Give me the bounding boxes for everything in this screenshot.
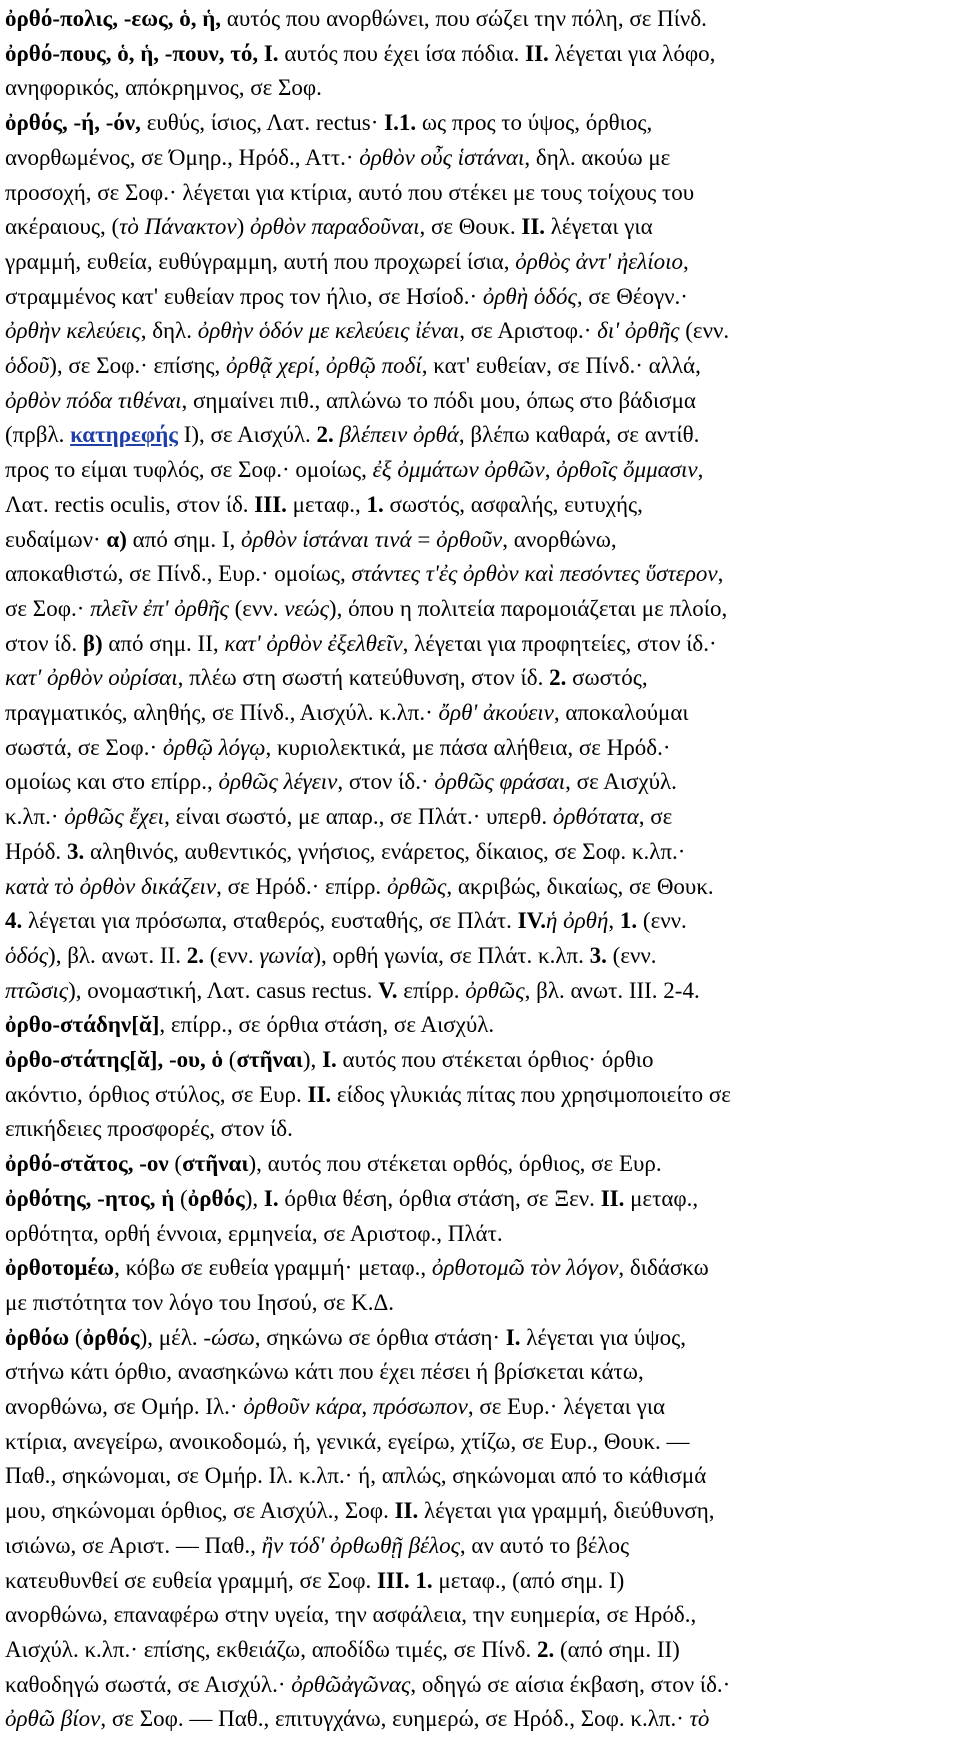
greek-quote: ὁδοῦ bbox=[5, 353, 50, 378]
greek-quote: τὸ bbox=[689, 1706, 710, 1732]
gloss-text: Αισχύλ. κ.λπ.· επίσης, εκθειάζω, αποδίδω τιμές, σε Πίνδ. bbox=[5, 1636, 537, 1662]
greek-quote: ὀρθῶς ἔχει bbox=[64, 804, 165, 830]
gloss-text: , σε Θουκ. bbox=[419, 214, 522, 240]
headword: 2. bbox=[316, 422, 334, 448]
entry-line bbox=[5, 455, 703, 485]
greek-quote: ὀρθὸς ἀντ' ἠελίοιο bbox=[515, 248, 684, 274]
headword: ὀρθο-στάδην[ᾰ] bbox=[5, 1012, 160, 1038]
entry-line bbox=[5, 351, 701, 381]
gloss-text: , σε Αισχύλ. bbox=[565, 769, 677, 795]
gloss-text: , σε Σοφ. — Παθ., επιτυγχάνω, ευημερώ, σε Ηρόδ., Σοφ. κ.λπ.· bbox=[100, 1706, 690, 1732]
greek-quote: δι' ὀρθῆς bbox=[597, 318, 680, 344]
gloss-text: ), bbox=[244, 1185, 264, 1211]
headword: ὀρθός bbox=[82, 1324, 140, 1350]
gloss-text: Ηρόδ. bbox=[5, 838, 67, 864]
gloss-text: μεταφ., bbox=[624, 1185, 699, 1211]
greek-quote: κατὰ τὸ ὀρθὸν δικάζειν bbox=[5, 873, 217, 899]
headword: 2. bbox=[186, 942, 204, 968]
greek-quote: ὀρθᾷ χερί bbox=[226, 353, 315, 378]
entry-line bbox=[5, 525, 617, 555]
gloss-text: ευδαίμων· bbox=[5, 526, 107, 552]
gloss-text: , bbox=[608, 908, 620, 934]
headword: β) bbox=[82, 630, 103, 656]
gloss-text: (ενν. bbox=[203, 942, 260, 968]
headword: I.1. bbox=[384, 110, 417, 136]
gloss-text: πραγματικός, αληθής, σε Πίνδ., Αισχύλ. κ.λπ.· bbox=[5, 700, 439, 725]
gloss-text: είδος γλυκιάς πίτας που χρησιμοποιείτο σε bbox=[331, 1081, 731, 1107]
greek-quote: ὄρθ' ἀκούειν bbox=[438, 700, 554, 725]
entry-line bbox=[5, 767, 677, 797]
gloss-text: , ακριβώς, δικαίως, σε Θουκ. bbox=[446, 873, 714, 899]
gloss-text: , σημαίνει πιθ., απλώνω το πόδι μου, όπως στο βάδισμα bbox=[181, 387, 696, 413]
gloss-text: , διδάσκω bbox=[618, 1255, 709, 1281]
headword: I. bbox=[263, 1185, 279, 1211]
headword: α) bbox=[106, 526, 127, 552]
greek-quote: κατ' ὀρθὸν οὐρίσαι bbox=[5, 665, 178, 691]
headword: 3. bbox=[589, 942, 607, 968]
entry-line bbox=[5, 1670, 730, 1700]
gloss-text: , σε Ηρόδ.· επίρρ. bbox=[216, 873, 387, 899]
greek-quote: ὀρθῶς bbox=[386, 873, 447, 899]
entry-line bbox=[5, 629, 717, 659]
gloss-text: , κυριολεκτικά, με πάσα αλήθεια, σε Ηρόδ.· bbox=[265, 734, 671, 760]
gloss-text: ως προς το ύψος, όρθιος, bbox=[416, 110, 653, 136]
headword: II. bbox=[525, 40, 549, 66]
gloss-text: ( bbox=[168, 1151, 183, 1177]
gloss-text: , πλέω στη σωστή κατεύθυνση, στον ίδ. bbox=[177, 665, 550, 691]
entry-line bbox=[5, 1080, 731, 1110]
entry-line bbox=[5, 976, 700, 1006]
entry-line bbox=[5, 1149, 662, 1179]
entry-line bbox=[5, 212, 653, 242]
gloss-text: ανηφορικός, απόκρημνος, σε Σοφ. bbox=[5, 75, 322, 101]
gloss-text: ομοίως και στο επίρρ., bbox=[5, 769, 219, 795]
entry-line bbox=[5, 698, 689, 728]
entry-line bbox=[5, 282, 688, 312]
entry-line bbox=[5, 1045, 653, 1075]
headword: V. bbox=[378, 977, 398, 1003]
entry-line bbox=[5, 1531, 629, 1561]
entry-line bbox=[5, 1184, 698, 1214]
gloss-text: στήνω κάτι όρθιο, ανασηκώνω κάτι που έχει πέσει ή βρίσκεται κάτω, bbox=[5, 1359, 644, 1385]
gloss-text: (ενν. bbox=[228, 595, 285, 621]
greek-quote: ὀρθὸν ἱστάναι τινά bbox=[241, 526, 412, 552]
headword: ὀρθός, -ή, -όν, bbox=[5, 110, 141, 136]
headword: II. bbox=[600, 1185, 625, 1211]
cross-reference-link[interactable]: κατηρεφής bbox=[70, 422, 178, 448]
entry-line bbox=[5, 1357, 644, 1387]
entry-line bbox=[5, 1704, 709, 1734]
gloss-text: επίρρ. bbox=[397, 977, 466, 1003]
greek-quote: γωνία bbox=[259, 942, 314, 968]
gloss-text: ακόντιο, όρθιος στύλος, σε Ευρ. bbox=[5, 1081, 308, 1107]
gloss-text: όρθια θέση, όρθια στάση, σε Ξεν. bbox=[278, 1185, 601, 1211]
entry-line bbox=[5, 1461, 706, 1491]
gloss-text: I), σε Αισχύλ. bbox=[177, 422, 317, 448]
entry-line bbox=[5, 906, 687, 936]
gloss-text: σωστός, ασφαλής, ευτυχής, bbox=[383, 491, 643, 517]
gloss-text: , σηκώνω σε όρθια στάση· bbox=[254, 1324, 506, 1350]
gloss-text: ), bbox=[302, 1047, 323, 1072]
entry-line bbox=[5, 837, 685, 867]
gloss-text: ), σε Σοφ.· επίσης, bbox=[49, 353, 227, 378]
entry-line bbox=[5, 1219, 503, 1249]
greek-quote: ὀρθῶς λέγειν bbox=[218, 769, 338, 795]
entry-line bbox=[5, 39, 715, 69]
gloss-text: μεταφ., bbox=[286, 491, 367, 517]
entry-line bbox=[5, 247, 689, 277]
gloss-text: , είναι σωστό, με απαρ., σε Πλάτ.· υπερθ. bbox=[164, 804, 553, 830]
greek-quote: ὀρθὴν ὁδόν με κελεύεις ἰέναι bbox=[197, 318, 460, 344]
entry-line bbox=[5, 1635, 680, 1665]
headword: ὀρθόω bbox=[5, 1324, 70, 1350]
gloss-text: καθοδηγώ σωστά, σε Αισχύλ.· bbox=[5, 1671, 292, 1697]
gloss-text: ), ορθή γωνία, σε Πλάτ. κ.λπ. bbox=[313, 942, 590, 968]
gloss-text: , σε Ευρ.· λέγεται για bbox=[467, 1394, 666, 1419]
entry-line bbox=[5, 108, 652, 138]
entry-line bbox=[5, 559, 723, 589]
gloss-text: σωστός, bbox=[566, 665, 648, 691]
entry-line bbox=[5, 143, 670, 173]
gloss-text: = bbox=[411, 526, 437, 552]
entry-line bbox=[5, 4, 707, 34]
entry-line bbox=[5, 420, 699, 450]
greek-quote: ὀρθὴν κελεύεις bbox=[5, 318, 141, 344]
headword: 1. bbox=[619, 908, 638, 934]
greek-quote: βλέπειν ὀρθά bbox=[339, 422, 459, 448]
gloss-text: (ενν. bbox=[606, 942, 657, 968]
entry-line bbox=[5, 594, 727, 624]
gloss-text: ( bbox=[223, 1047, 237, 1072]
greek-quote: ὀρθότατα bbox=[552, 804, 639, 830]
gloss-text: κ.λπ.· bbox=[5, 804, 65, 830]
gloss-text: ( bbox=[174, 1185, 188, 1211]
headword: 4. bbox=[5, 908, 23, 934]
greek-quote: ὀρθῷ λόγῳ bbox=[162, 734, 266, 760]
gloss-text: αληθινός, αυθεντικός, γνήσιος, ενάρετος, δίκαιος, σε Σοφ. κ.λπ.· bbox=[84, 838, 686, 864]
greek-quote: ὀρθοῖς ὄμμασιν bbox=[556, 457, 698, 483]
gloss-text: , bbox=[544, 457, 557, 483]
gloss-text: , αποκαλούμαι bbox=[553, 700, 689, 725]
gloss-text: , οδηγώ σε αίσια έκβαση, στον ίδ.· bbox=[410, 1671, 731, 1697]
headword: ὀρθο-στάτης[ᾰ], -ου, ὁ bbox=[5, 1047, 224, 1072]
greek-quote: ὀρθῶς φράσαι bbox=[434, 769, 566, 795]
gloss-text: , bbox=[697, 457, 704, 483]
gloss-text: ), όπου η πολιτεία παρομοιάζεται με πλοίο, bbox=[328, 595, 728, 621]
gloss-text: ), αυτός που στέκεται ορθός, όρθιος, σε Ευρ. bbox=[248, 1151, 662, 1177]
greek-quote: ὁδός bbox=[5, 942, 49, 968]
greek-quote: ἐξ ὀμμάτων ὀρθῶν bbox=[372, 457, 545, 483]
headword: III. bbox=[254, 491, 287, 517]
greek-quote: ὀρθὸν παραδοῦναι bbox=[250, 214, 420, 240]
gloss-text: , αν αυτό το βέλος bbox=[459, 1532, 630, 1558]
gloss-text: λέγεται για λόφο, bbox=[548, 40, 716, 66]
gloss-text: ), ονομαστική, Λατ. casus rectus. bbox=[68, 977, 379, 1003]
entry-line bbox=[5, 1496, 715, 1526]
gloss-text: , bbox=[314, 353, 326, 378]
entry-line bbox=[5, 73, 322, 103]
headword: 2. bbox=[536, 1636, 555, 1662]
entry-line bbox=[5, 1392, 665, 1422]
entry-line bbox=[5, 1288, 394, 1318]
greek-quote: ἡ ὀρθή bbox=[545, 908, 609, 934]
gloss-text: αυτός που ανορθώνει, που σώζει την πόλη, σε Πίνδ. bbox=[221, 6, 707, 31]
gloss-text: , bbox=[683, 248, 689, 274]
headword: στῆναι bbox=[236, 1047, 303, 1072]
gloss-text: , βλέπω καθαρά, σε αντίθ. bbox=[458, 422, 700, 448]
entry-line bbox=[5, 386, 696, 416]
greek-quote: ὀρθῶς bbox=[465, 977, 525, 1003]
gloss-text: αποκαθιστώ, σε Πίνδ., Ευρ.· ομοίως, bbox=[5, 561, 352, 587]
gloss-text: από σημ. I, bbox=[126, 526, 241, 552]
greek-quote: ὀρθοῦν bbox=[436, 526, 503, 552]
gloss-text: , σε Θέογν.· bbox=[576, 283, 688, 309]
headword: ὀρθό-πους, ὁ, ἡ, -πουν, τό, I. bbox=[5, 40, 279, 66]
gloss-text: ανορθωμένος, σε Όμηρ., Ηρόδ., Αττ.· bbox=[5, 144, 360, 170]
gloss-text: αυτός που έχει ίσα πόδια. bbox=[278, 40, 526, 66]
entry-line bbox=[5, 1010, 494, 1040]
entry-line bbox=[5, 1600, 696, 1630]
entry-line bbox=[5, 490, 643, 520]
gloss-text: ορθότητα, ορθή έννοια, ερμηνεία, σε Αριστοφ., Πλάτ. bbox=[5, 1220, 503, 1246]
gloss-text: ), μέλ. bbox=[139, 1324, 204, 1350]
gloss-text: , δηλ. ακούω με bbox=[524, 144, 671, 170]
headword: ὀρθό-πολις, -εως, ὁ, ἡ, bbox=[5, 6, 222, 31]
gloss-text: , κατ' ευθείαν, σε Πίνδ.· αλλά, bbox=[421, 353, 701, 378]
gloss-text: κτίρια, ανεγείρω, ανοικοδομώ, ή, γενικά, εγείρω, χτίζω, σε Ευρ., Θουκ. — bbox=[5, 1428, 690, 1454]
greek-quote: κατ' ὀρθὸν ἐξελθεῖν bbox=[224, 630, 403, 656]
headword: ὀρθός bbox=[187, 1185, 245, 1211]
gloss-text: επικήδειες προσφορές, στον ίδ. bbox=[5, 1116, 293, 1142]
gloss-text: μεταφ., (από σημ. I) bbox=[432, 1567, 625, 1593]
greek-quote: ὀρθοτομῶ τὸν λόγον bbox=[431, 1255, 619, 1281]
entry-line bbox=[5, 1253, 709, 1283]
entry-line bbox=[5, 872, 714, 902]
entry-line bbox=[5, 178, 694, 208]
gloss-text: ευθύς, ίσιος, Λατ. rectus· bbox=[140, 110, 385, 136]
gloss-text: (ενν. bbox=[679, 318, 730, 344]
headword: II. bbox=[521, 214, 546, 240]
gloss-text: ( bbox=[69, 1324, 83, 1350]
gloss-text: λέγεται για ύψος, bbox=[520, 1324, 686, 1350]
gloss-text: ισιώνω, σε Αριστ. — Παθ., bbox=[5, 1532, 262, 1558]
entry-line bbox=[5, 1566, 624, 1596]
entry-line bbox=[5, 316, 729, 346]
gloss-text: , επίρρ., σε όρθια στάση, σε Αισχύλ. bbox=[159, 1012, 495, 1038]
headword: I. bbox=[322, 1047, 337, 1072]
greek-quote: ἢν τόδ' ὀρθωθῇ βέλος bbox=[261, 1532, 460, 1558]
gloss-text: ακέραιους, ( bbox=[5, 214, 120, 240]
headword: III. 1. bbox=[377, 1567, 433, 1593]
greek-quote: πλεῖν ἐπ' ὀρθῆς bbox=[90, 595, 229, 621]
headword: στῆναι bbox=[182, 1151, 249, 1177]
gloss-text: ), βλ. ανωτ. II. bbox=[48, 942, 187, 968]
greek-quote: ὀρθῷ ποδί bbox=[325, 353, 422, 378]
gloss-text: ) bbox=[236, 214, 251, 240]
gloss-text: λέγεται για γραμμή, διεύθυνση, bbox=[418, 1498, 715, 1524]
gloss-text: μου, σηκώνομαι όρθιος, σε Αισχύλ., Σοφ. bbox=[5, 1498, 395, 1524]
entry-line bbox=[5, 1114, 293, 1144]
greek-quote: νεώς bbox=[284, 595, 329, 621]
gloss-text: με πιστότητα τον λόγο του Ιησού, σε Κ.Δ. bbox=[5, 1289, 395, 1315]
greek-quote: ὀρθῶἀγῶνας bbox=[291, 1671, 411, 1697]
headword: 1. bbox=[366, 491, 384, 517]
greek-quote: ὀρθὸν πόδα τιθέναι bbox=[5, 387, 182, 413]
gloss-text: , bbox=[717, 561, 724, 587]
entry-line bbox=[5, 941, 657, 971]
gloss-text: (πρβλ. bbox=[5, 422, 71, 448]
greek-quote: ὀρθῶ βίον bbox=[5, 1706, 101, 1732]
greek-quote: ὀρθὴ ὁδός bbox=[482, 283, 577, 309]
gloss-text: από σημ. II, bbox=[102, 630, 225, 656]
greek-quote: ὀρθοῦν κάρα, πρόσωπον bbox=[243, 1394, 468, 1419]
gloss-text: Παθ., σηκώνομαι, σε Ομήρ. Ιλ. κ.λπ.· ή, απλώς, σηκώνομαι από το κάθισμά bbox=[5, 1463, 707, 1489]
headword: ὀρθό-στᾰτος, -ον bbox=[5, 1151, 169, 1177]
gloss-text: , λέγεται για προφητείες, στον ίδ.· bbox=[402, 630, 717, 656]
gloss-text: λέγεται για πρόσωπα, σταθερός, ευσταθής, σε Πλάτ. bbox=[22, 908, 518, 934]
gloss-text: , κόβω σε ευθεία γραμμή· μεταφ., bbox=[114, 1255, 432, 1281]
gloss-text: ανορθώνω, σε Ομήρ. Ιλ.· bbox=[5, 1394, 244, 1419]
gloss-text: προς το είμαι τυφλός, σε Σοφ.· ομοίως, bbox=[5, 457, 373, 483]
headword: 3. bbox=[66, 838, 85, 864]
headword: II. bbox=[307, 1081, 332, 1107]
gloss-text: (από σημ. II) bbox=[554, 1636, 680, 1662]
gloss-text: , σε Αριστοφ.· bbox=[459, 318, 598, 344]
gloss-text: , στον ίδ.· bbox=[337, 769, 435, 795]
greek-quote: ὀρθὸν οὖς ἱστάναι bbox=[359, 144, 525, 170]
gloss-text: (ενν. bbox=[637, 908, 687, 934]
entry-line bbox=[5, 1323, 686, 1353]
entry-line bbox=[5, 663, 648, 693]
headword: 2. bbox=[549, 665, 567, 691]
gloss-text: γραμμή, ευθεία, ευθύγραμμη, αυτή που προχωρεί ίσια, bbox=[5, 248, 516, 274]
entry-line bbox=[5, 1427, 690, 1457]
gloss-text: λέγεται για bbox=[545, 214, 653, 240]
gloss-text: στραμμένος κατ' ευθείαν προς τον ήλιο, σε Ησίοδ.· bbox=[5, 283, 483, 309]
gloss-text: στον ίδ. bbox=[5, 630, 83, 656]
gloss-text: κατευθυνθεί σε ευθεία γραμμή, σε Σοφ. bbox=[5, 1567, 378, 1593]
headword: ὀρθότης, -ητος, ἡ bbox=[5, 1185, 175, 1211]
greek-quote: τὸ Πάνακτον bbox=[119, 214, 237, 240]
headword: I. bbox=[505, 1324, 521, 1350]
headword: ὀρθοτομέω bbox=[5, 1255, 115, 1281]
gloss-text: Λατ. rectis oculis, στον ίδ. bbox=[5, 491, 255, 517]
greek-quote: πτῶσις bbox=[5, 977, 69, 1003]
gloss-text: σωστά, σε Σοφ.· bbox=[5, 734, 163, 760]
greek-quote: στάντες τ'ἐς ὀρθὸν καὶ πεσόντες ὕστερον bbox=[351, 561, 718, 587]
gloss-text: , ανορθώνω, bbox=[502, 526, 617, 552]
entry-line bbox=[5, 802, 672, 832]
gloss-text: , σε bbox=[638, 804, 673, 830]
headword: II. bbox=[394, 1498, 419, 1524]
gloss-text: σε Σοφ.· bbox=[5, 595, 91, 621]
entry-line bbox=[5, 733, 671, 763]
headword: IV. bbox=[517, 908, 546, 934]
gloss-text: , δηλ. bbox=[140, 318, 198, 344]
gloss-text: προσοχή, σε Σοφ.· λέγεται για κτίρια, αυτό που στέκει με τους τοίχους του bbox=[5, 179, 695, 205]
greek-quote: -ώσω bbox=[203, 1324, 255, 1350]
gloss-text: αυτός που στέκεται όρθιος· όρθιο bbox=[336, 1047, 654, 1072]
gloss-text: , βλ. ανωτ. III. 2-4. bbox=[524, 977, 700, 1003]
gloss-text: ανορθώνω, επαναφέρω στην υγεία, την ασφάλεια, την ευημερία, σε Ηρόδ., bbox=[5, 1602, 697, 1628]
